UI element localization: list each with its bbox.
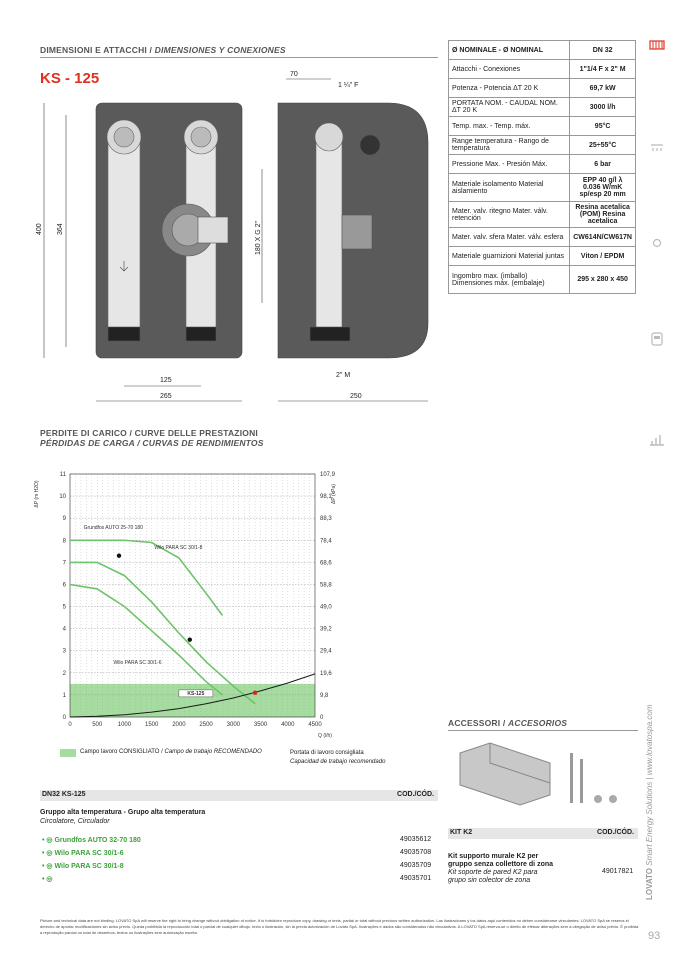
spec-label: Ø NOMINALE - Ø NOMINAL xyxy=(449,41,570,60)
divider xyxy=(40,57,438,58)
spec-label: Materiale isolamento Material aislamiento xyxy=(449,174,570,202)
spec-row xyxy=(449,117,636,136)
x-tick-label: 2500 xyxy=(199,722,213,728)
spec-label: Temp. max. - Temp. máx. xyxy=(449,117,570,136)
code-label: Wilo PARA SC 30/1-8 xyxy=(54,863,124,870)
spec-row xyxy=(449,247,636,266)
x-axis-label: Q (l/h) xyxy=(318,733,332,739)
y-tick-right-label: 98,1 xyxy=(320,494,332,501)
spec-row xyxy=(449,266,636,294)
y-tick-label: 5 xyxy=(62,604,66,611)
x-tick-label: 1500 xyxy=(144,722,159,728)
y-tick-right-label: 19,6 xyxy=(320,670,332,677)
y-tick-right-label: 78,4 xyxy=(320,538,332,545)
meter-icon xyxy=(649,332,665,346)
y-tick-label: 10 xyxy=(59,494,66,501)
spec-value: Resina acetalica (POM) Resina acetalica xyxy=(570,202,636,228)
kit-header: KIT K2 COD./CÓD. xyxy=(448,828,638,839)
footer-disclaimer: Picture and technical data are not binding. LOVATO SpA will reserve the right to bring change without obbligation of notice. It is forbidden reproduce copy, drawing or texts, partial or total without previous written authorization. Las ilustraciones y los datos aqui contenidos no deben considerarse vinculantes. LOVATO SpA se reserva el derecho de aportar modificaciones sin aviso previo. Queda prohibida la reproducción total o parcial de cualquier dibujo, texto o ilustración, sin la previa autorización de Lovato SpA. Ilustrações e dados são considerados não vinculativos. A LOVATO SpA reserva-se o direito de efetuar alterações sem a obrigação de aviso prévio. É proibida a reprodução parcial ou total de desenhos, textos ou ilustrações sem autorização escrita. xyxy=(40,918,639,935)
x-tick-label: 4500 xyxy=(308,722,322,728)
code-label: Grundfos AUTO 32-70 180 xyxy=(54,837,141,844)
spec-value: CW614N/CW617N xyxy=(570,228,636,247)
spec-label: Mater. valv. ritegno Mater. válv. retención xyxy=(449,202,570,228)
y-tick-right-label: 49,0 xyxy=(320,604,332,611)
product-name: KS - 125 xyxy=(40,70,100,87)
x-tick-label: 3000 xyxy=(226,722,241,728)
specs-table xyxy=(448,40,636,294)
spec-value: 25÷55°C xyxy=(570,136,636,155)
y-tick-label: 6 xyxy=(62,582,66,589)
x-tick-label: 0 xyxy=(68,722,72,728)
spec-label: Attacchi - Conexiones xyxy=(449,60,570,79)
dim-250: 250 xyxy=(350,393,362,400)
code-value: 49035612 xyxy=(400,836,432,843)
recommended-band xyxy=(70,684,315,717)
spec-label: Potenza - Potencia ΔT 20 K xyxy=(449,79,570,98)
code-value: 49035701 xyxy=(400,875,432,882)
kit-description: Kit supporto murale K2 per gruppo senza collettore di zona Kit soporte de pared K2 para grupo sin colector de zona xyxy=(448,853,554,884)
y-tick-right-label: 39,2 xyxy=(320,626,332,633)
legend-swatch xyxy=(60,749,76,757)
kit-code: 49017821 xyxy=(602,868,634,875)
spec-value: 6 bar xyxy=(570,155,636,174)
y-tick-label: 4 xyxy=(62,626,66,633)
spec-value: 95°C xyxy=(570,117,636,136)
spec-label: Materiale guarnizioni Material juntas xyxy=(449,247,570,266)
dim-70: 70 xyxy=(290,71,298,78)
y-tick-right-label: 0 xyxy=(320,715,324,721)
wall-bracket-image xyxy=(448,735,638,820)
codes-header: DN32 KS-125 COD./CÓD. xyxy=(40,790,438,801)
curve-point xyxy=(117,554,121,558)
spec-value: DN 32 xyxy=(570,41,636,60)
performance-chart xyxy=(30,462,360,747)
spec-row xyxy=(449,98,636,117)
y-tick-label: 0 xyxy=(62,715,66,721)
legend-capacity: Portata di lavoro consigliata Capacidad de trabajo recomendado xyxy=(290,750,386,765)
spec-row xyxy=(449,174,636,202)
y-axis-right-label: ΔP (kPa) xyxy=(331,484,337,504)
dim-180: 180 X G 2" xyxy=(255,220,262,255)
spec-value: EPP 40 g/l λ 0.036 W/mK sp/esp 20 mm xyxy=(570,174,636,202)
spec-label: Range temperatura - Rango de temperatura xyxy=(449,136,570,155)
spec-value: 69,7 kW xyxy=(570,79,636,98)
spec-label: Mater. valv. sfera Mater. válv. esfera xyxy=(449,228,570,247)
code-value: 49035709 xyxy=(400,862,432,869)
x-tick-label: 2000 xyxy=(172,722,186,728)
codes-group: Gruppo alta temperatura - Grupo alta temperatura Circolatore, Circulador xyxy=(40,809,206,825)
code-value: 49035708 xyxy=(400,849,432,856)
spec-row xyxy=(449,41,636,60)
technical-drawing xyxy=(38,65,440,410)
page-number: 93 xyxy=(648,930,661,942)
dim-125: 125 xyxy=(160,377,172,384)
x-tick-label: 500 xyxy=(92,722,103,728)
spec-row xyxy=(449,136,636,155)
dim-400: 400 xyxy=(36,223,43,235)
x-tick-label: 3500 xyxy=(253,722,268,728)
dim-265: 265 xyxy=(160,393,172,400)
spec-label: Ingombro max. (imballo) Dimensiones máx. (embalaje) xyxy=(449,266,570,294)
spec-row xyxy=(449,79,636,98)
y-tick-label: 1 xyxy=(62,692,66,699)
shower-icon xyxy=(649,140,665,154)
chart-icon xyxy=(649,432,665,446)
curve-point xyxy=(253,691,257,695)
code-label: Wilo PARA SC 30/1-6 xyxy=(54,850,124,857)
y-tick-right-label: 58,8 xyxy=(320,582,332,589)
chart-section-title: PERDITE DI CARICO / CURVE DELLE PRESTAZIONI PÉRDIDAS DE CARGA / CURVAS DE RENDIMIENTOS xyxy=(40,428,264,448)
radiator-icon xyxy=(649,38,665,52)
y-tick-right-label: 68,6 xyxy=(320,560,332,567)
y-tick-label: 11 xyxy=(59,472,66,478)
y-tick-label: 7 xyxy=(62,560,66,567)
spec-row xyxy=(449,155,636,174)
y-tick-label: 3 xyxy=(62,648,66,655)
dim-114f: 1 ¼" F xyxy=(338,82,359,89)
spec-row xyxy=(449,202,636,228)
y-tick-right-label: 9,8 xyxy=(320,692,329,699)
accessories-title: ACCESSORI / ACCESORIOS xyxy=(448,718,568,728)
curve-label-wilo6: Wilo PARA SC 30/1-6 xyxy=(113,659,162,666)
spec-value: 1"1/4 F x 2" M xyxy=(570,60,636,79)
dimensions-title: DIMENSIONI E ATTACCHI / DIMENSIONES Y CONEXIONES xyxy=(40,45,286,55)
series-line-0 xyxy=(70,540,222,615)
dim-2m: 2" M xyxy=(336,372,351,379)
x-tick-label: 4000 xyxy=(281,722,295,728)
legend-field: Campo lavoro CONSIGLIATO / Campo de trabajo RECOMENDADO xyxy=(80,749,262,755)
y-axis-label: ΔP (m H2O) xyxy=(34,480,40,508)
spec-row xyxy=(449,60,636,79)
dim-364: 364 xyxy=(57,223,64,235)
spec-value: Viton / EPDM xyxy=(570,247,636,266)
spec-label: Pressione Max. - Presión Máx. xyxy=(449,155,570,174)
y-tick-right-label: 88,3 xyxy=(320,516,332,523)
spec-value: 295 x 280 x 450 xyxy=(570,266,636,294)
curve-label-grundfos: Grundfos AUTO 25-70 180 xyxy=(83,525,144,532)
y-tick-right-label: 29,4 xyxy=(320,648,332,655)
curve-point xyxy=(188,637,192,641)
y-tick-label: 8 xyxy=(62,538,66,545)
divider xyxy=(448,730,638,731)
x-tick-label: 1000 xyxy=(117,722,132,728)
sun-icon xyxy=(649,236,665,250)
sidebar-brand: LOVATO Smart Energy Solutions | www.lovatospa.com xyxy=(645,704,654,900)
curve-label-wilo8: Wilo PARA SC 30/1-8 xyxy=(154,545,203,552)
y-tick-label: 2 xyxy=(62,670,66,677)
spec-row xyxy=(449,228,636,247)
spec-label: PORTATA NOM. - CAUDAL NOM. ΔT 20 K xyxy=(449,98,570,117)
curve-label-ks: KS-125 xyxy=(187,690,205,697)
spec-value: 3000 l/h xyxy=(570,98,636,117)
y-tick-label: 9 xyxy=(62,516,66,523)
y-tick-right-label: 107,9 xyxy=(320,472,336,478)
